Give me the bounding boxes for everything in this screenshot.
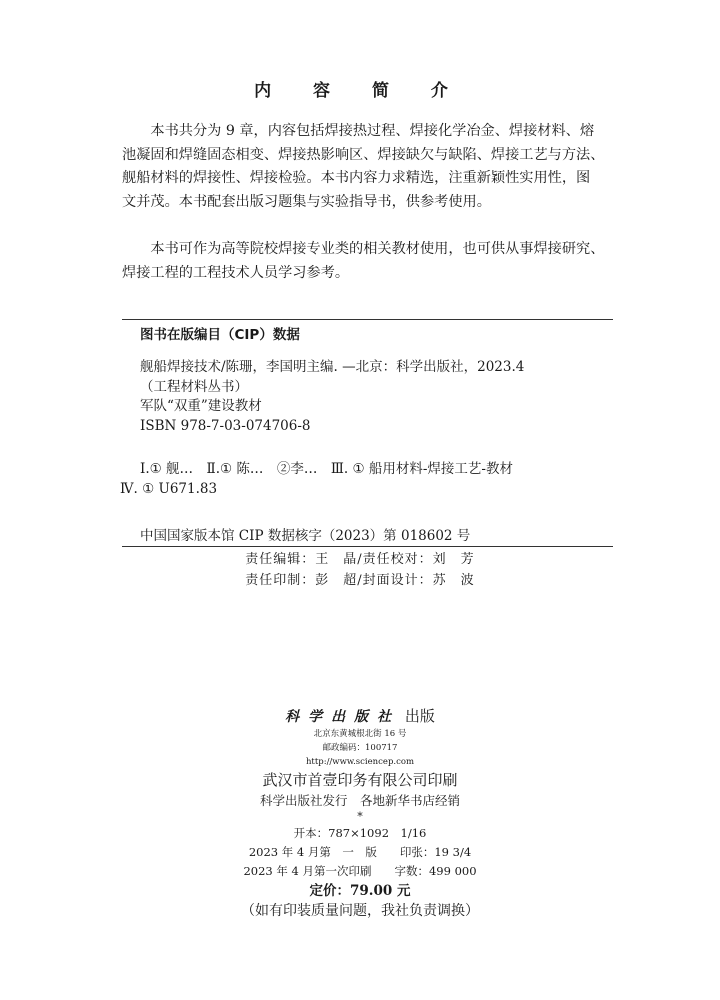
cip-entry-line: （工程材料丛书） [140,378,248,395]
cip-classification-line: Ⅳ. ① U671.83 [120,480,218,497]
imprint-block [0,706,720,921]
responsibility-credits [0,549,720,591]
text-line: 舰船材料的焊接性、焊接检验。本书内容力求精选，注重新颖性实用性，图 [122,170,591,186]
separator-asterisk: * [357,810,363,823]
cip-entry-line: ISBN 978-7-03-074706-8 [140,417,311,434]
publisher-logo: 科学出版社 [285,709,401,725]
cip-entry-line: 舰船焊接技术/陈珊，李国明主编. —北京：科学出版社，2023.4 [140,359,525,375]
printing-spec: 2023 年 4 月第一次印刷 字数：499 000 [243,864,477,878]
text-line: 本书共分为 9 章，内容包括焊接热过程、焊接化学冶金、焊接材料、熔 [122,123,595,139]
cip-entry [140,358,524,436]
page-title: 内 容 简 介 [254,81,466,101]
cip-bottom-rule [122,546,613,547]
text-line: 本书可作为高等院校焊接专业类的相关教材使用，也可供从事焊接研究、 [122,241,605,257]
publisher-suffix: 出版 [404,707,435,725]
text-line: 文并茂。本书配套出版习题集与实验指导书，供参考使用。 [122,193,491,210]
cip-classification-line: Ⅰ.① 舰… Ⅱ.① 陈… ②李… Ⅲ. ① 船用材料-焊接工艺-教材 [140,461,513,477]
printer-name: 武汉市首壹印务有限公司印刷 [262,771,458,789]
publisher-website: http://www.sciencep.com [305,757,415,767]
publisher-postcode: 邮政编码：100717 [322,743,398,753]
summary-paragraph-2 [122,238,614,285]
cip-classification [120,460,513,499]
distribution-note: 科学出版社发行 各地新华书店经销 [259,793,460,808]
summary-paragraph-1 [122,120,614,214]
publisher-address: 北京东黄城根北街 16 号 [313,729,407,739]
cip-record-number: 中国国家版本馆 CIP 数据核字（2023）第 018602 号 [140,528,471,544]
price: 定价：79.00 元 [309,883,411,899]
credit-line: 责任编辑：王 晶/责任校对：刘 芳 [245,552,475,567]
credit-line: 责任印制：彭 超/封面设计：苏 波 [245,573,475,588]
cip-top-rule [122,319,613,320]
cip-heading: 图书在版编目（CIP）数据 [140,327,300,343]
text-line: 池凝固和焊缝固态相变、焊接热影响区、焊接缺欠与缺陷、焊接工艺与方法、 [122,146,605,163]
quality-note: （如有印装质量问题，我社负责调换） [241,903,479,919]
edition-spec: 2023 年 4 月第 一 版 印张：19 3/4 [248,845,472,859]
cip-entry-line: 军队“双重”建设教材 [140,398,262,414]
publisher-name [0,706,720,727]
text-line: 焊接工程的工程技术人员学习参考。 [122,264,350,281]
format-spec: 开本：787×1092 1/16 [293,826,427,840]
